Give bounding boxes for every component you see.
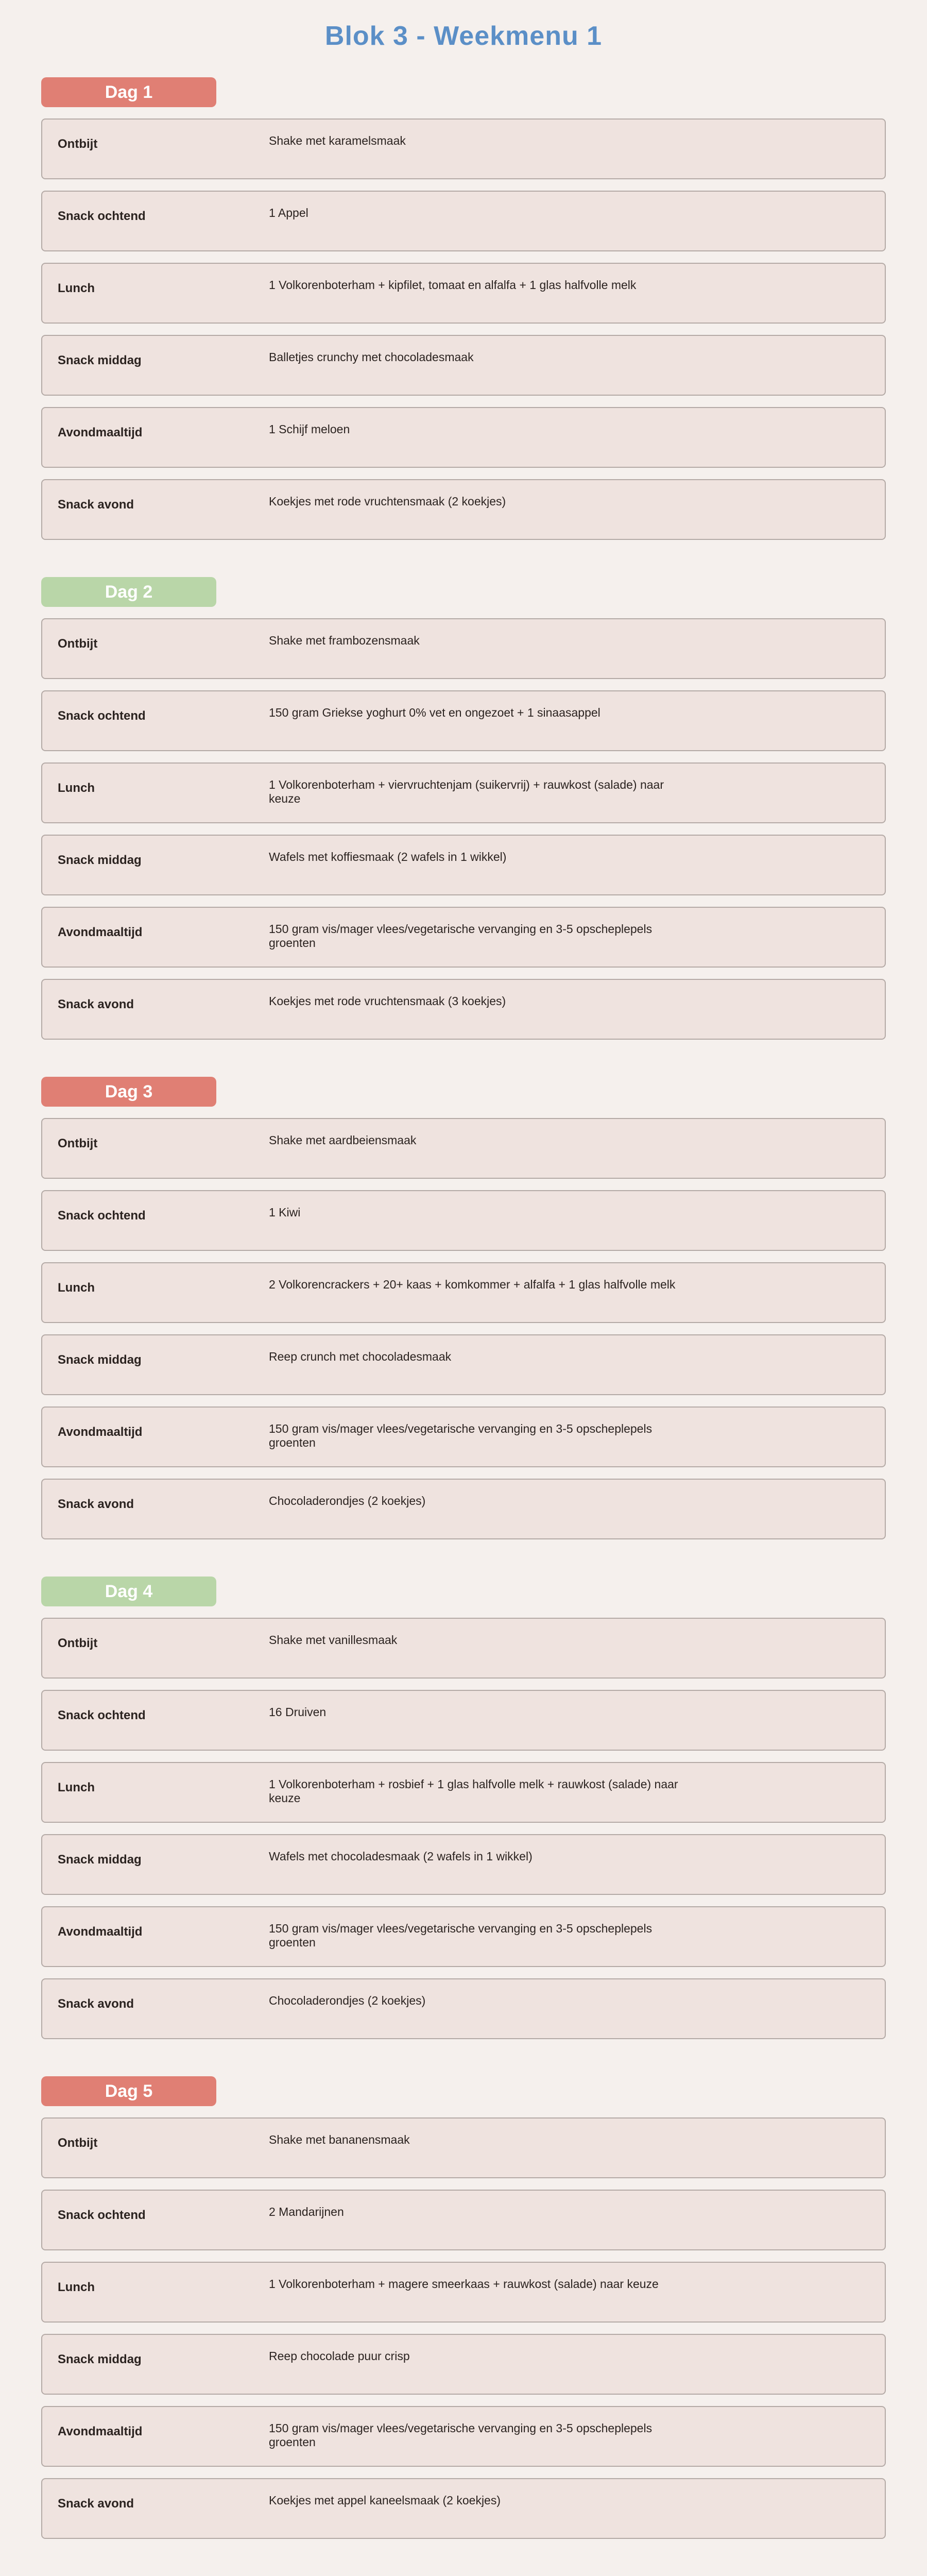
day-badge: Dag 3: [41, 1077, 216, 1107]
meal-description: Shake met vanillesmaak: [269, 1633, 398, 1647]
meal-description: Koekjes met appel kaneelsmaak (2 koekjes): [269, 2494, 501, 2507]
meal-description: Wafels met koffiesmaak (2 wafels in 1 wikkel): [269, 850, 507, 863]
meal-description: Shake met aardbeiensmaak: [269, 1133, 417, 1147]
meal-label: Lunch: [58, 1281, 95, 1295]
day-section-4: [41, 1577, 886, 2050]
meal-label: Ontbijt: [58, 637, 98, 651]
meal-description: Balletjes crunchy met chocoladesmaak: [269, 350, 474, 364]
meal-row: [41, 118, 886, 179]
meal-description: 16 Druiven: [269, 1705, 327, 1719]
meal-label: Lunch: [58, 2280, 95, 2294]
meal-row: [41, 2190, 886, 2250]
meal-row: [41, 1978, 886, 2039]
meal-description: 150 gram vis/mager vlees/vegetarische vervanging en 3-5 opscheplepels groenten: [269, 1422, 653, 1449]
meal-row: [41, 2478, 886, 2539]
meal-label: Snack middag: [58, 1853, 142, 1867]
meal-row: [41, 2117, 886, 2178]
meal-description: Chocoladerondjes (2 koekjes): [269, 1494, 426, 1507]
meal-row: [41, 407, 886, 468]
meal-label: Avondmaaltijd: [58, 1425, 143, 1439]
meal-description: 1 Kiwi: [269, 1206, 301, 1219]
day-badge: Dag 2: [41, 577, 216, 607]
meal-description: Shake met bananensmaak: [269, 2133, 410, 2146]
meal-label: Avondmaaltijd: [58, 1925, 143, 1939]
meal-row: [41, 907, 886, 968]
meal-description: 2 Volkorencrackers + 20+ kaas + komkommer + alfalfa + 1 glas halfvolle melk: [269, 1278, 676, 1291]
meal-row: [41, 1334, 886, 1395]
meal-row: [41, 2262, 886, 2323]
meal-row: [41, 1118, 886, 1179]
meal-row: [41, 1762, 886, 1823]
meal-label: Lunch: [58, 281, 95, 295]
meal-row: [41, 618, 886, 679]
meal-label: Snack ochtend: [58, 2208, 146, 2222]
meal-row: [41, 1690, 886, 1751]
meal-label: Lunch: [58, 781, 95, 795]
day-section-3: [41, 1077, 886, 1551]
meal-label: Snack avond: [58, 2497, 134, 2511]
meal-row: [41, 191, 886, 251]
meal-row: [41, 1618, 886, 1679]
meal-label: Snack middag: [58, 353, 142, 367]
meal-row: [41, 690, 886, 751]
meal-label: Ontbijt: [58, 1636, 98, 1650]
meal-label: Avondmaaltijd: [58, 426, 143, 439]
meal-row: [41, 1262, 886, 1323]
meal-label: Avondmaaltijd: [58, 2425, 143, 2438]
meal-label: Avondmaaltijd: [58, 925, 143, 939]
day-badge: Dag 1: [41, 77, 216, 107]
meal-description: 1 Volkorenboterham + viervruchtenjam (suikervrij) + rauwkost (salade) naar keuze: [269, 778, 664, 805]
day-badge: Dag 5: [41, 2076, 216, 2106]
meal-label: Snack avond: [58, 1497, 134, 1511]
meal-description: Reep crunch met chocoladesmaak: [269, 1350, 452, 1363]
meal-description: Koekjes met rode vruchtensmaak (2 koekjes): [269, 495, 506, 508]
meal-label: Snack avond: [58, 498, 134, 512]
meal-description: Chocoladerondjes (2 koekjes): [269, 1994, 426, 2007]
meal-row: [41, 979, 886, 1040]
meal-row: [41, 762, 886, 823]
meal-label: Snack middag: [58, 853, 142, 867]
meal-row: [41, 1479, 886, 1539]
meal-description: 150 gram vis/mager vlees/vegetarische vervanging en 3-5 opscheplepels groenten: [269, 1922, 653, 1949]
meal-label: Ontbijt: [58, 1137, 98, 1150]
meal-label: Lunch: [58, 1781, 95, 1794]
meal-row: [41, 1190, 886, 1251]
meal-description: Wafels met chocoladesmaak (2 wafels in 1 wikkel): [269, 1850, 533, 1863]
meal-row: [41, 2334, 886, 2395]
meal-row: [41, 1906, 886, 1967]
meal-label: Snack ochtend: [58, 209, 146, 223]
meal-row: [41, 2406, 886, 2467]
meal-description: 1 Appel: [269, 206, 308, 219]
meal-description: Koekjes met rode vruchtensmaak (3 koekjes): [269, 994, 506, 1008]
meal-row: [41, 1834, 886, 1895]
meal-row: [41, 835, 886, 895]
meal-description: 1 Volkorenboterham + magere smeerkaas + rauwkost (salade) naar keuze: [269, 2277, 659, 2291]
meal-row: [41, 1406, 886, 1467]
meal-label: Snack ochtend: [58, 1209, 146, 1223]
meal-description: Reep chocolade puur crisp: [269, 2349, 410, 2363]
meal-description: Shake met karamelsmaak: [269, 134, 406, 147]
meal-label: Snack avond: [58, 997, 134, 1011]
meal-description: Shake met frambozensmaak: [269, 634, 420, 647]
meal-label: Ontbijt: [58, 2136, 98, 2150]
meal-description: 2 Mandarijnen: [269, 2205, 344, 2218]
meal-label: Snack middag: [58, 2352, 142, 2366]
day-section-2: [41, 577, 886, 1051]
meal-label: Snack ochtend: [58, 1708, 146, 1722]
meal-description: 150 gram Griekse yoghurt 0% vet en ongezoet + 1 sinaasappel: [269, 706, 600, 719]
day-section-1: [41, 77, 886, 551]
meal-row: [41, 479, 886, 540]
meal-row: [41, 335, 886, 396]
page-title: Blok 3 - Weekmenu 1: [324, 21, 603, 51]
meal-label: Snack ochtend: [58, 709, 146, 723]
meal-description: 1 Volkorenboterham + rosbief + 1 glas halfvolle melk + rauwkost (salade) naar keuze: [269, 1777, 678, 1805]
meal-description: 1 Schijf meloen: [269, 422, 350, 436]
meal-description: 1 Volkorenboterham + kipfilet, tomaat en alfalfa + 1 glas halfvolle melk: [269, 278, 637, 292]
meal-label: Snack middag: [58, 1353, 142, 1367]
meal-row: [41, 263, 886, 324]
day-section-5: [41, 2076, 886, 2550]
day-badge: Dag 4: [41, 1577, 216, 1606]
meal-description: 150 gram vis/mager vlees/vegetarische vervanging en 3-5 opscheplepels groenten: [269, 922, 653, 950]
meal-label: Ontbijt: [58, 137, 98, 151]
meal-description: 150 gram vis/mager vlees/vegetarische vervanging en 3-5 opscheplepels groenten: [269, 2421, 653, 2449]
meal-label: Snack avond: [58, 1997, 134, 2011]
